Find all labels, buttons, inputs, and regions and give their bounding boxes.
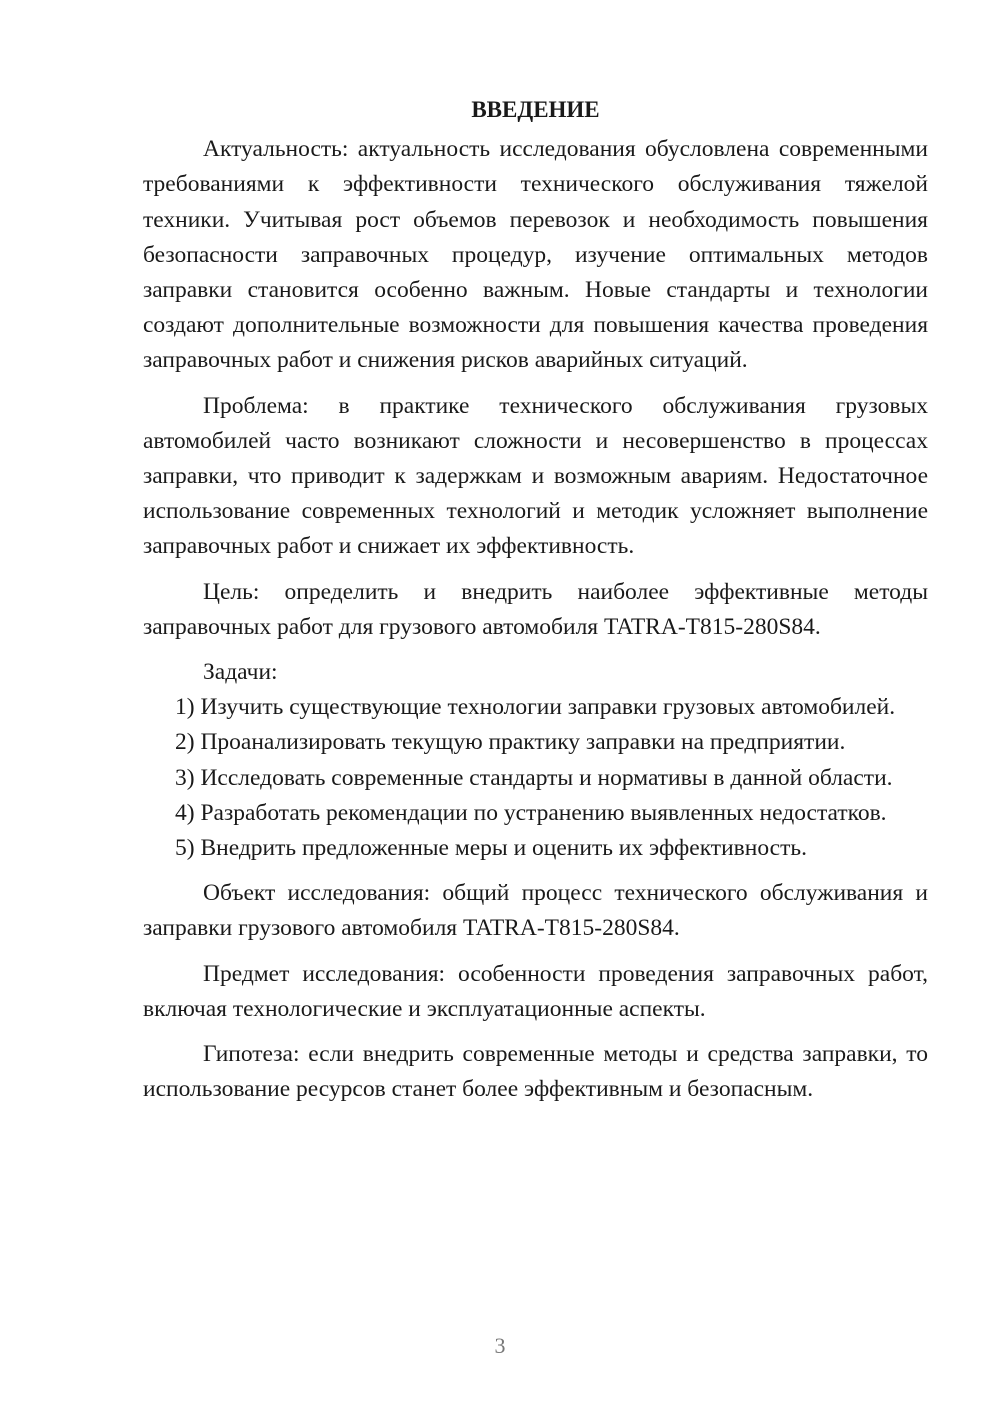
object-paragraph: Объект исследования: общий процесс технического обслуживания и заправки грузового автомобиля TATRA-T815-280S84. bbox=[143, 880, 928, 942]
hypothesis-paragraph: Гипотеза: если внедрить современные методы и средства заправки, то использование ресурсов станет более эффективным и безопасным. bbox=[143, 1041, 928, 1103]
task-item: 3) Исследовать современные стандарты и нормативы в данной области. bbox=[175, 764, 893, 791]
tasks-heading: Задачи: bbox=[203, 659, 278, 686]
tasks-list bbox=[143, 690, 928, 866]
subject-paragraph: Предмет исследования: особенности проведения заправочных работ, включая технологические и эксплуатационные аспекты. bbox=[143, 960, 928, 1022]
goal-paragraph: Цель: определить и внедрить наиболее эффективные методы заправочных работ для грузового автомобиля TATRA-T815-280S84. bbox=[143, 578, 928, 640]
task-item: 4) Разработать рекомендации по устранению выявленных недостатков. bbox=[175, 799, 887, 826]
task-item: 2) Проанализировать текущую практику заправки на предприятии. bbox=[175, 729, 846, 756]
document-title: ВВЕДЕНИЕ bbox=[471, 97, 600, 122]
task-item: 1) Изучить существующие технологии заправки грузовых автомобилей. bbox=[175, 694, 896, 721]
problem-paragraph: Проблема: в практике технического обслуживания грузовых автомобилей часто возникают сложности и несовершенство в процессах заправки, что приводит к задержкам и возможным авариям. Недостаточное использование современных технологий и методик усложняет выполнение заправочных работ и снижает их эффективность. bbox=[143, 392, 928, 560]
task-item: 5) Внедрить предложенные меры и оценить их эффективность. bbox=[175, 835, 807, 862]
document-body bbox=[143, 92, 928, 1107]
page-number: 3 bbox=[494, 1333, 506, 1358]
relevance-paragraph: Актуальность: актуальность исследования обусловлена современными требованиями к эффективности технического обслуживания тяжелой техники. Учитывая рост объемов перевозок и необходимость повышения безопасности заправочных процедур, изучение оптимальных методов заправки становится особенно важным. Новые стандарты и технологии создают дополнительные возможности для повышения качества проведения заправочных работ и снижения рисков аварийных ситуаций. bbox=[143, 136, 928, 374]
